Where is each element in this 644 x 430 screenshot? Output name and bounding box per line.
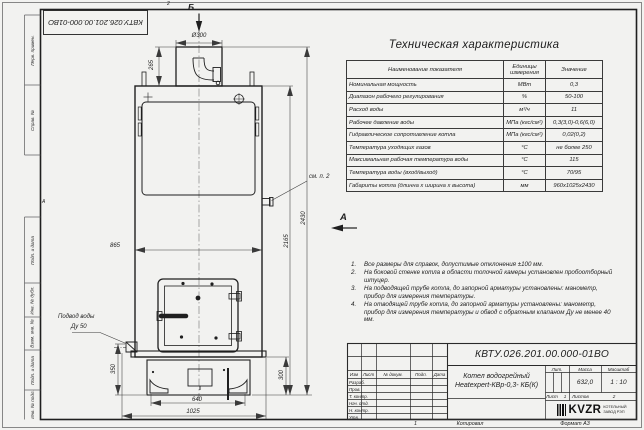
stamp-number: КВТУ.026.201.00.000-01ВО [48,18,143,27]
row-value: 0,02(0,2) [546,129,603,142]
sig-row-tkontr: Т. контр. [349,393,368,399]
zone-marker-top: 2 [167,1,170,7]
sig-row-razrab: Разраб. [349,379,365,385]
dim-body-height: 2165 [284,234,290,248]
note-item [351,269,613,284]
row-name: Температура уходящих газов [347,141,504,154]
row-units: м³/ч [504,104,546,117]
row-value: 70/95 [546,167,603,180]
note-number: 2. [351,269,357,277]
row-value: 50-100 [546,91,603,104]
chimney-elbow [193,58,221,85]
product-name-line1: Котел водогрейный [463,372,530,380]
logo-caption-line2: ЗАВОД РЭП [603,410,625,414]
pipe-fittings [114,198,273,353]
row-value: 0,3 [546,79,603,92]
view-label-b: Б [188,2,195,12]
note-number: 4. [351,301,357,309]
product-name-line2: Heatexpert-КВр-0,3- КБ(К) [454,381,539,389]
view-arrows [196,14,357,232]
notes-block [351,261,613,325]
sig-row-nkontr: Н. контр. [349,407,369,413]
table-row [347,179,603,192]
row-name: Габариты котла (длинна х ширина х высота) [347,179,504,192]
logo-caption [603,405,626,415]
dim-body-width: 865 [110,242,121,249]
note-text: На отводящей трубе котла, до запорной арматуры установлены: манометр, прибор для измерения температуры и обвод с обратным клапаном Ду не менее 40 мм. [364,301,611,324]
note-item [351,261,613,268]
col-header-value: Значение [546,61,603,79]
view-label-a: А [340,212,347,223]
row-name: Расход воды [347,104,504,117]
sig-row-nachotd: Нач. отд. [349,400,369,406]
side-label-inv-podl: Инв. № подл. [29,390,35,419]
boiler-body [131,47,266,400]
row-name: Номинальная мощность [347,79,504,92]
dim-chimney-height: 265 [149,60,155,71]
title-block-doc-number: КВТУ.026.201.00.000-01ВО [474,349,610,360]
row-units: МПа (кгс/см²) [504,116,546,129]
sheets-value: 2 [612,394,616,399]
note-item [351,301,613,323]
logo-caption-line1: КОТЕЛЬНЫЙ [603,405,627,410]
spec-table-title: Техническая характеристика [388,39,560,51]
row-units: МПа (кгс/см²) [504,129,546,142]
side-label-podp-data-2: Подп. и дата [29,355,35,385]
col-header-units: Единицы измерения [504,61,546,79]
table-row [347,116,603,129]
note-reference-callout: см. п. 2 [309,174,330,180]
footer-format-label: Формат А3 [560,420,590,427]
title-block-product-name [448,366,545,397]
dim-base-width: 640 [191,396,202,403]
side-label-perv-primen: Перв. примен. [29,34,35,66]
top-left-stamp [43,10,148,35]
dim-base-height: 300 [279,370,285,381]
sheet-label: Лист [546,394,558,399]
sig-col-izm: Изм [349,372,359,377]
row-value: 0,3(3,0)-0,6(6,0) [546,116,603,129]
sig-col-list: Лист [362,372,375,377]
side-label-vzam-inv: Взам. инв. № [29,319,35,348]
row-units: МВт [504,79,546,92]
dim-chimney-diameter: Ø300 [191,33,207,39]
scale-value: 1 : 10 [610,379,627,386]
row-value: не более 250 [546,141,603,154]
note-number: 3. [351,285,357,293]
table-row [347,167,603,180]
note-number: 1. [351,261,357,268]
row-name: Гидравлическое сопротивление котла [347,129,504,142]
row-units: % [504,91,546,104]
note-item [351,285,613,300]
row-name: Рабочее давление воды [347,116,504,129]
footer-mark: 1 [414,420,417,427]
footer-copied-label: Копировал [456,420,484,427]
scale-label: Масштаб [607,366,630,372]
table-row [347,141,603,154]
row-value: 960х1025х2430 [546,179,603,192]
row-units: мм [504,179,546,192]
row-units: °С [504,141,546,154]
row-value: 115 [546,154,603,167]
row-value: 11 [546,104,603,117]
lit-label: Лит. [551,366,563,372]
mass-label: Масса [578,366,592,372]
side-label-inv-dubl: Инв. № дубл. [29,285,35,315]
side-label-podp-data-1: Подп. и дата [29,235,35,265]
sig-col-dokum: № докум. [383,372,403,377]
sig-row-utv: Утв. [349,414,359,420]
note-text: На боковой стенке котла в области топочной камеры установлен пробоотборный штуцер. [364,269,613,284]
sheets-label: Листов [572,394,589,399]
dim-inlet-height: 350 [111,364,117,375]
row-units: °С [504,167,546,180]
spec-table [346,60,603,192]
sig-col-podp: Подп. [415,372,427,377]
row-name: Диапазон рабочего регулирования [347,91,504,104]
col-header-name: Наименование показателя [347,61,504,79]
dim-total-width: 1025 [186,409,200,415]
table-row [347,79,603,92]
table-row [347,154,603,167]
zone-marker-left: А [42,199,46,205]
logo-barcode-icon [557,404,566,416]
dim-total-height: 2430 [301,211,307,225]
sig-row-prov: Пров. [349,386,361,392]
table-row [347,129,603,142]
row-units: °С [504,154,546,167]
note-text: На подводящей трубе котла, до запорной арматуры установлены: манометр, прибор для измерения температуры. [364,285,598,300]
table-row [347,91,603,104]
manufacturer-logo [549,401,635,419]
logo-text: KVZR [568,404,602,416]
water-inlet-label: Подвод воды [58,314,95,320]
sig-col-data: Дата [433,372,446,377]
water-inlet-dn-label: Ду 50 [71,324,87,330]
sheet-value: 1 [563,394,567,399]
side-label-sprav: Справ. № [29,109,35,131]
note-text: Все размеры для справок, допустимые отклонения ±100 мм. [364,261,544,268]
row-name: Максимальная рабочая температура воды [347,154,504,167]
spec-header-row [347,61,603,79]
dimension-lines [72,40,312,419]
table-row [347,104,603,117]
mass-value: 632,0 [576,379,594,386]
row-name: Температура воды (вход/выход) [347,167,504,180]
